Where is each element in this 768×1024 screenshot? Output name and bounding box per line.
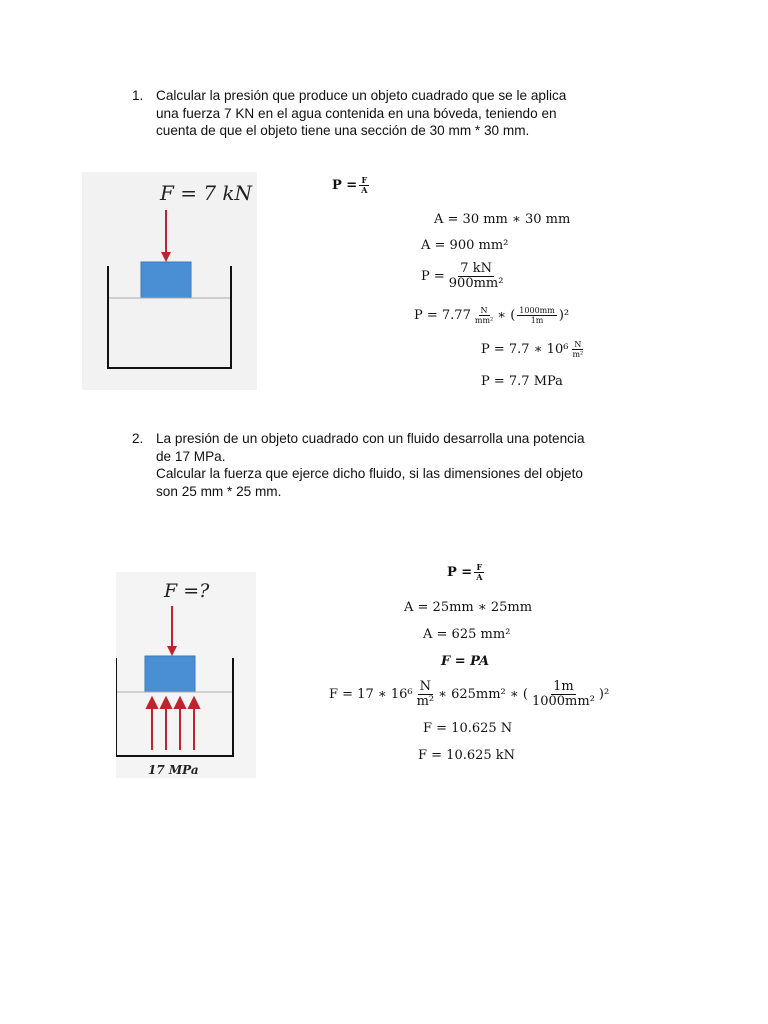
- tank-diagram-1: [82, 172, 257, 390]
- unit-conversion: P = 7.77 $\frac{N}{\text{mm²}}$ ∗ ( $\frac{1000mm}{1m}$ )²: [414, 306, 570, 325]
- statement-line: una fuerza 7 KN en el agua contenida en una bóveda, teniendo en: [156, 105, 557, 121]
- square-object: [141, 262, 191, 298]
- statement-line: son 25 mm * 25 mm.: [156, 483, 282, 499]
- statement-line: Calcular la fuerza que ejerce dicho fluido, si las dimensiones del objeto: [156, 466, 583, 481]
- force-label: F = 7 kN: [160, 181, 253, 205]
- problem-number: 1.: [132, 88, 144, 103]
- area-definition: A = 25mm ∗ 25mm: [404, 600, 533, 615]
- statement-line: Calcular la presión que produce un objeto cuadrado que se le aplica: [156, 88, 567, 103]
- pressure-substitution: P = $\frac{7 kN}{\text{900mm²}}$: [421, 261, 504, 291]
- statement-line: cuenta de que el objeto tiene una sección de 30 mm * 30 mm.: [156, 123, 530, 138]
- problem-2: [132, 430, 672, 500]
- scientific-result: P = 7.7 ∗ 10⁶ $\frac{N}{\text{m²}}$: [481, 340, 584, 359]
- formula-pressure: P = $\frac{F}{A}$: [447, 562, 483, 582]
- problem-statement: [156, 87, 672, 140]
- area-value: A = 900 mm²: [421, 238, 509, 253]
- problem-number: 2.: [132, 431, 144, 446]
- problem-statement: [156, 430, 672, 500]
- area-value: A = 625 mm²: [423, 627, 511, 642]
- pressure-label: 17 MPa: [148, 763, 199, 777]
- pressure-arrows: [147, 698, 199, 750]
- result-newtons: F = 10.625 N: [423, 721, 513, 736]
- result-kilonewtons: F = 10.625 kN: [418, 748, 516, 763]
- area-definition: A = 30 mm ∗ 30 mm: [434, 212, 571, 227]
- square-object: [145, 656, 195, 692]
- force-formula: F = PA: [441, 654, 490, 669]
- formula-pressure: P = $\frac{F}{A}$: [332, 175, 368, 195]
- force-calculation: F = 17 ∗ 16⁶ $\frac{N}{\text{m²}}$ ∗ 625mm² ∗ ( $\frac{1m}{\text{1000mm²}}$ )²: [329, 679, 610, 709]
- statement-line: La presión de un objeto cuadrado con un fluido desarrolla una potencia: [156, 431, 585, 446]
- force-label: F =?: [164, 580, 210, 602]
- statement-line: de 17 MPa.: [156, 448, 226, 464]
- tank-diagram-2: [116, 572, 256, 778]
- final-result: P = 7.7 MPa: [481, 374, 563, 389]
- problem-1: [132, 87, 672, 140]
